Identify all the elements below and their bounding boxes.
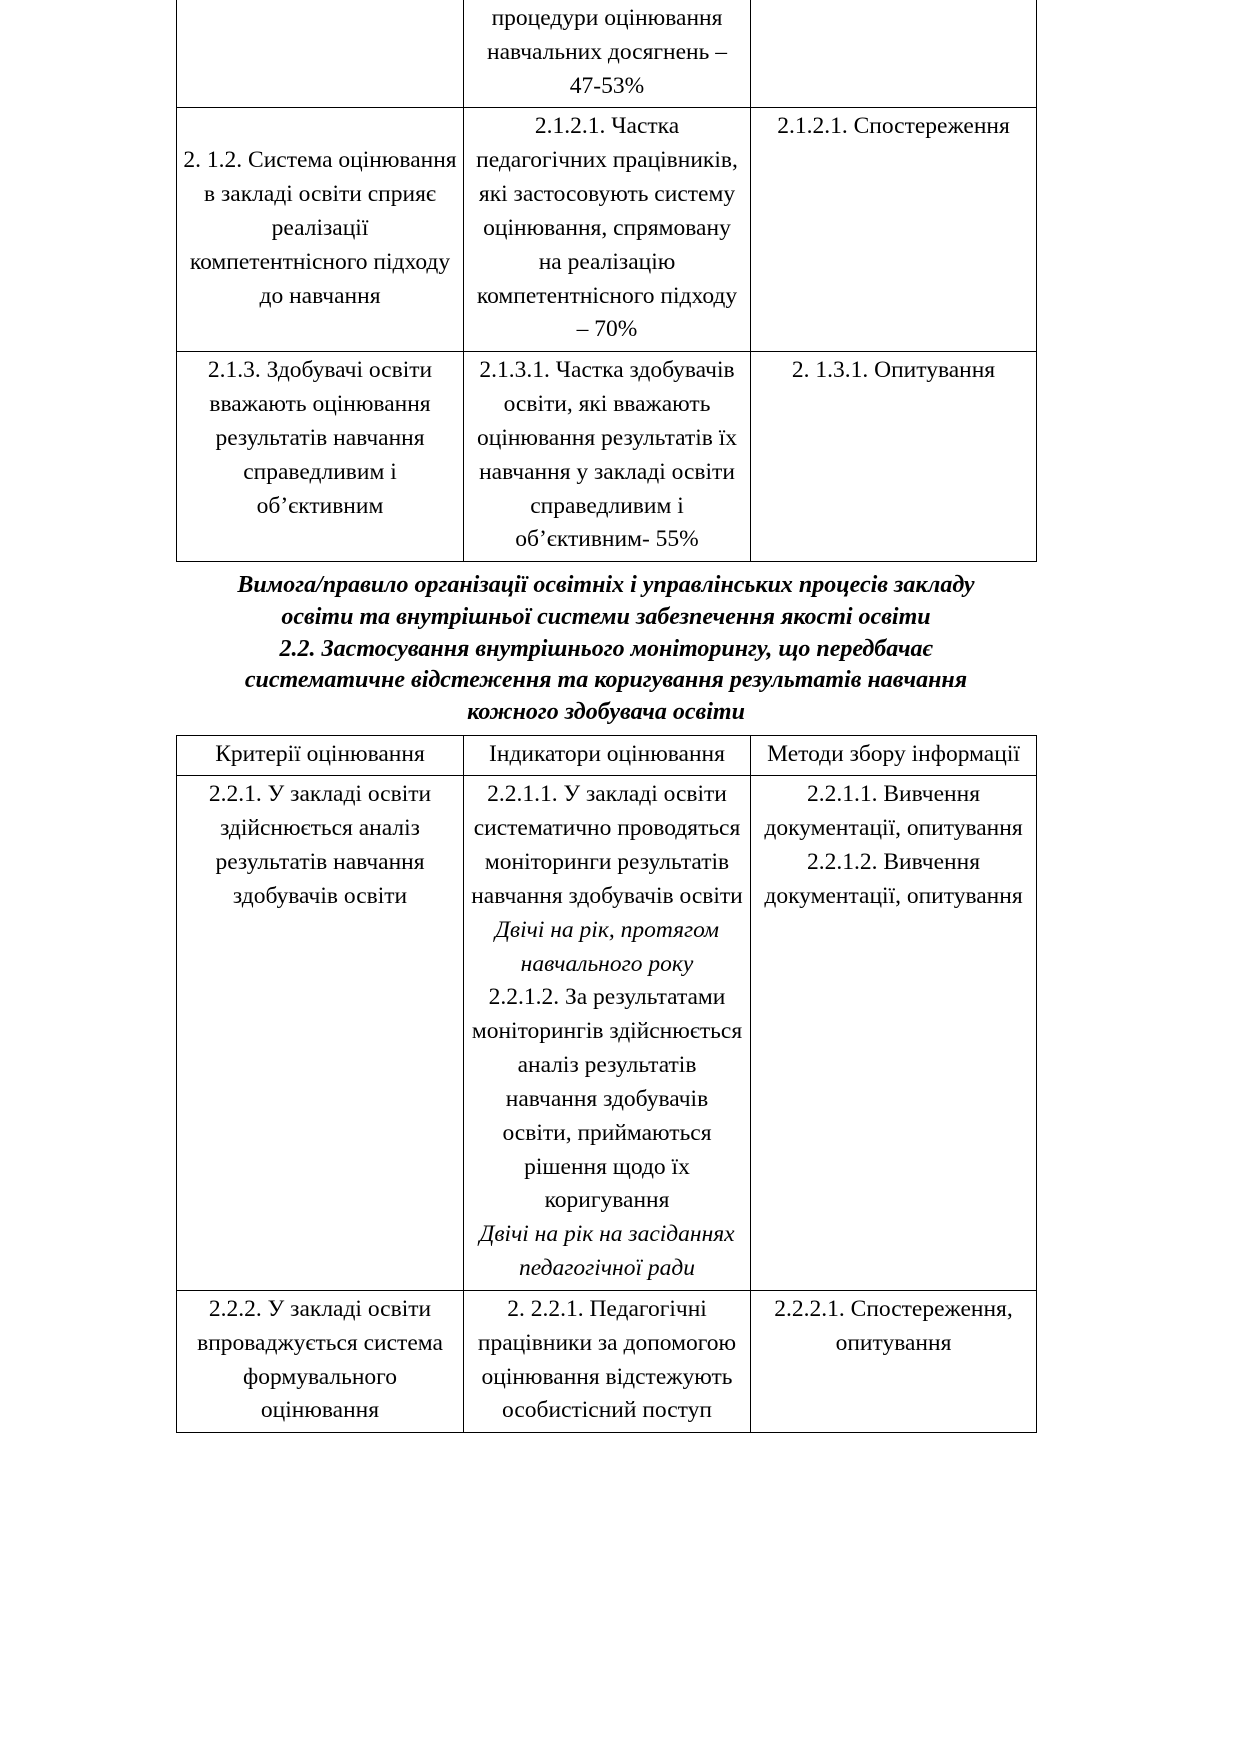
cell-indicator bbox=[464, 1290, 751, 1432]
table-row bbox=[177, 1290, 1037, 1432]
cell-method bbox=[751, 776, 1037, 1290]
criteria-table-continued bbox=[176, 0, 1037, 562]
method-text: 2.1.2.1. Спостереження bbox=[777, 113, 1010, 140]
cell-indicator bbox=[464, 352, 751, 562]
page-content bbox=[176, 0, 1036, 1433]
table-row bbox=[177, 352, 1037, 562]
indicator-part-1: 2.2.1.1. У закладі освіти систематично проводяться моніторинги результатів навчання здобувачів освіти bbox=[471, 781, 743, 909]
criteria-text: 2.2.2. У закладі освіти впроваджується система формувального оцінювання bbox=[197, 1295, 443, 1424]
section-heading bbox=[176, 570, 1036, 728]
cell-criteria bbox=[177, 0, 464, 108]
criteria-text: 2.1.3. Здобувачі освіти вважають оцінювання результатів навчання справедливим і об’єктивним bbox=[207, 357, 433, 519]
table-row bbox=[177, 776, 1037, 1290]
indicator-part-3: 2.2.1.2. За результатами моніторингів здійснюється аналіз результатів навчання здобувачів освіти, приймаються рішення щодо їх коригування bbox=[471, 984, 743, 1214]
criteria-text: 2.2.1. У закладі освіти здійснюється аналіз результатів навчання здобувачів освіти bbox=[208, 781, 432, 909]
section-heading-line-5: кожного здобувача освіти bbox=[467, 698, 745, 725]
indicator-line-3: 47-53% bbox=[569, 72, 645, 99]
indicator-part-2-note: Двічі на рік, протягом навчального року bbox=[494, 916, 720, 977]
cell-criteria bbox=[177, 108, 464, 352]
method-text: 2. 1.3.1. Опитування bbox=[791, 357, 996, 384]
cell-method bbox=[751, 108, 1037, 352]
table-row bbox=[177, 0, 1037, 108]
cell-indicator bbox=[464, 776, 751, 1290]
criteria-table-2-2 bbox=[176, 735, 1037, 1434]
column-header-indicators: Індикатори оцінювання bbox=[464, 735, 751, 776]
section-heading-line-1: Вимога/правило організації освітніх і управлінських процесів закладу bbox=[237, 572, 975, 599]
cell-criteria bbox=[177, 352, 464, 562]
cell-method bbox=[751, 1290, 1037, 1432]
indicator-text: 2. 2.2.1. Педагогічні працівники за допомогою оцінювання відстежують особистісний поступ bbox=[477, 1295, 737, 1424]
cell-indicator bbox=[464, 108, 751, 352]
indicator-line-2: навчальних досягнень – bbox=[487, 38, 727, 65]
cell-criteria bbox=[177, 1290, 464, 1432]
cell-method bbox=[751, 0, 1037, 108]
cell-indicator bbox=[464, 0, 751, 108]
indicator-line-1: процедури оцінювання bbox=[491, 5, 723, 31]
indicator-text: 2.1.2.1. Частка педагогічних працівників, які застосовують систему оцінювання, спрямовану на реалізацію компетентнісного підходу – 70% bbox=[476, 113, 738, 343]
column-header-methods: Методи збору інформації bbox=[751, 735, 1037, 776]
section-heading-line-2: освіти та внутрішньої системи забезпечення якості освіти bbox=[281, 603, 931, 630]
section-heading-line-3: 2.2. Застосування внутрішнього моніторингу, що передбачає bbox=[279, 635, 933, 662]
indicator-text: 2.1.3.1. Частка здобувачів освіти, які вважають оцінювання результатів їх навчання у закладі освіти справедливим і об’єктивним- 55% bbox=[477, 357, 737, 553]
table-header-row bbox=[177, 735, 1037, 776]
table-row bbox=[177, 108, 1037, 352]
section-heading-line-4: систематичне відстеження та коригування результатів навчання bbox=[244, 667, 968, 694]
column-header-criteria: Критерії оцінювання bbox=[177, 735, 464, 776]
indicator-part-4-note: Двічі на рік на засіданнях педагогічної ради bbox=[479, 1221, 735, 1282]
method-part-1: 2.2.1.1. Вивчення документації, опитування bbox=[764, 781, 1023, 842]
cell-method bbox=[751, 352, 1037, 562]
criteria-text: 2. 1.2. Система оцінювання в закладі освіти сприяє реалізації компетентнісного підходу до навчання bbox=[183, 147, 457, 309]
method-part-2: 2.2.1.2. Вивчення документації, опитування bbox=[764, 849, 1023, 909]
method-text: 2.2.2.1. Спостереження, опитування bbox=[774, 1295, 1013, 1356]
cell-criteria bbox=[177, 776, 464, 1290]
